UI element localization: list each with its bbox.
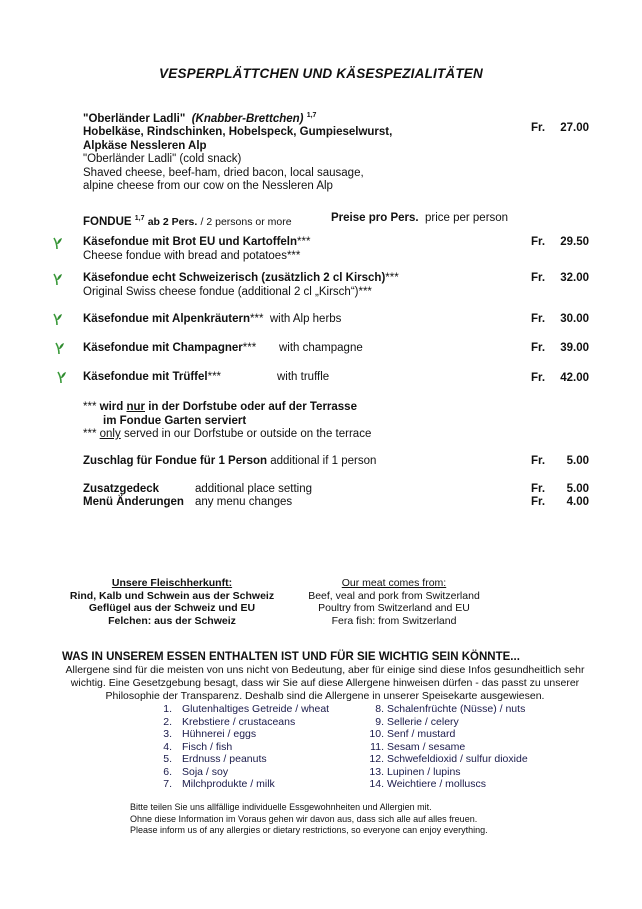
list-item: 8. Schalenfrüchte (Nüsse) / nuts <box>375 703 526 715</box>
extra-item: Zuschlag für Fondue für 1 Person additional if 1 person <box>83 455 377 467</box>
fondue-min-en: / 2 persons or more <box>200 215 292 228</box>
vegetarian-leaf-icon <box>52 236 64 250</box>
extra-price: Fr. 4.00 <box>531 496 589 508</box>
fondue-min-de: ab 2 Pers. <box>147 215 198 228</box>
extra-label-en: any menu changes <box>195 496 293 508</box>
meat-origin-en: Our meat comes from: Beef, veal and pork from Switzerland Poultry from Switzerland and EU Fera fish: from Switzerland <box>308 577 480 627</box>
fondue-price: Fr. 42.00 <box>531 372 589 384</box>
list-item: 4. Fisch / fish <box>163 740 233 753</box>
vesper-desc-de-1: Hobelkäse, Rindschinken, Hobelspeck, Gumpieselwurst, <box>83 126 393 139</box>
vegetarian-leaf-icon <box>54 341 66 355</box>
vesper-name-de: "Oberländer Ladli" <box>83 112 186 125</box>
vesper-name-en: "Oberländer Ladli" (cold snack) <box>83 153 242 166</box>
meat-origin-de: Unsere Fleischherkunft: Rind, Kalb und Schwein aus der Schweiz Geflügel aus der Schweiz und EU Felchen: aus der Schweiz <box>69 577 275 627</box>
vegetarian-leaf-icon <box>52 312 64 326</box>
extra-price: Fr. 5.00 <box>531 483 589 495</box>
allergen-intro: Allergene sind für die meisten von uns nicht von Bedeutung, aber für einige sind diese Infos gesundheitlich sehr wichtig. Eine Gesetzgebung besagt, dass wir Sie auf diese Allergene hinweisen dürfen - das passt zu unserer Philosophie der Transparenz. Deshalb sind die Allergene in unserer Speisekarte ausgewiesen. <box>65 664 585 702</box>
allergen-ref: 1,7 <box>134 215 145 222</box>
fondue-item-en: with truffle <box>277 371 330 383</box>
vegetarian-leaf-icon <box>52 272 64 286</box>
list-item: 11. Sesam / sesame <box>370 740 466 753</box>
footer-note: Bitte teilen Sie uns allfällige individuelle Essgewohnheiten und Allergien mit. Ohne diese Information im Voraus gehen wir davon aus, dass sich alle auf alles freuen. Please inform us of any allergies or dietary restrictions, so everyone can enjoy everything. <box>130 802 488 835</box>
fondue-price: Fr. 32.00 <box>531 272 589 284</box>
list-item: 14. Weichtiere / molluscs <box>369 778 487 790</box>
vesper-item <box>83 109 392 194</box>
price-note: Preise pro Pers. price per person <box>331 212 509 224</box>
list-item: 3. Hühnerei / eggs <box>163 728 257 740</box>
extra-label-en: additional place setting <box>195 483 312 495</box>
fondue-item: Käsefondue mit Trüffel*** <box>83 371 222 383</box>
vesper-price: Fr. 27.00 <box>531 122 589 134</box>
extra-label: Menü Änderungen <box>83 496 184 508</box>
list-item: 2. Krebstiere / crustaceans <box>163 715 296 728</box>
extra-price: Fr. 5.00 <box>531 455 589 467</box>
vesper-desc-en-2: alpine cheese from our cow on the Nessleren Alp <box>83 180 333 193</box>
list-item: 13. Lupinen / lupins <box>369 765 461 778</box>
fondue-item-en: with champagne <box>279 342 363 354</box>
fondue-item: Käsefondue mit Brot EU und Kartoffeln*** Cheese fondue with bread and potatoes*** <box>83 236 311 262</box>
fondue-price: Fr. 39.00 <box>531 342 589 354</box>
service-note: *** wird nur in der Dorfstube oder auf der Terrasse im Fondue Garten serviert *** only served in our Dorfstube or outside on the terrace <box>83 401 372 440</box>
fondue-item: Käsefondue mit Champagner*** <box>83 342 257 354</box>
vesper-subtitle: (Knabber-Brettchen) <box>191 112 304 125</box>
extra-label: Zusatzgedeck <box>83 483 160 495</box>
fondue-price: Fr. 30.00 <box>531 313 589 325</box>
list-item: 6. Soja / soy <box>163 765 229 778</box>
allergen-list-left <box>150 703 329 791</box>
vesper-desc-de-2: Alpkäse Nessleren Alp <box>83 139 207 152</box>
vegetarian-leaf-icon <box>56 370 68 384</box>
allergen-list-right <box>360 703 528 791</box>
allergen-heading: WAS IN UNSEREM ESSEN ENTHALTEN IST UND FÜR SIE WICHTIG SEIN KÖNNTE... <box>62 651 520 663</box>
fondue-item: Käsefondue echt Schweizerisch (zusätzlich 2 cl Kirsch)*** Original Swiss cheese fondue (additional 2 cl „Kirsch“)*** <box>83 272 399 298</box>
allergen-ref: 1,7 <box>306 112 317 119</box>
vesper-desc-en-1: Shaved cheese, beef-ham, dried bacon, local sausage, <box>83 166 364 179</box>
fondue-header <box>83 212 292 229</box>
list-item: 7. Milchprodukte / milk <box>163 778 275 790</box>
list-item: 5. Erdnuss / peanuts <box>163 753 267 765</box>
fondue-item: Käsefondue mit Alpenkräutern*** with Alp herbs <box>83 313 342 325</box>
list-item: 9. Sellerie / celery <box>375 715 459 728</box>
list-item: 1. Glutenhaltiges Getreide / wheat <box>163 703 330 715</box>
page-title: VESPERPLÄTTCHEN UND KÄSESPEZIALITÄTEN <box>159 66 483 81</box>
list-item: 12. Schwefeldioxid / sulfur dioxide <box>369 753 528 765</box>
list-item: 10. Senf / mustard <box>369 728 456 740</box>
fondue-price: Fr. 29.50 <box>531 236 589 248</box>
fondue-label: FONDUE <box>83 215 132 228</box>
